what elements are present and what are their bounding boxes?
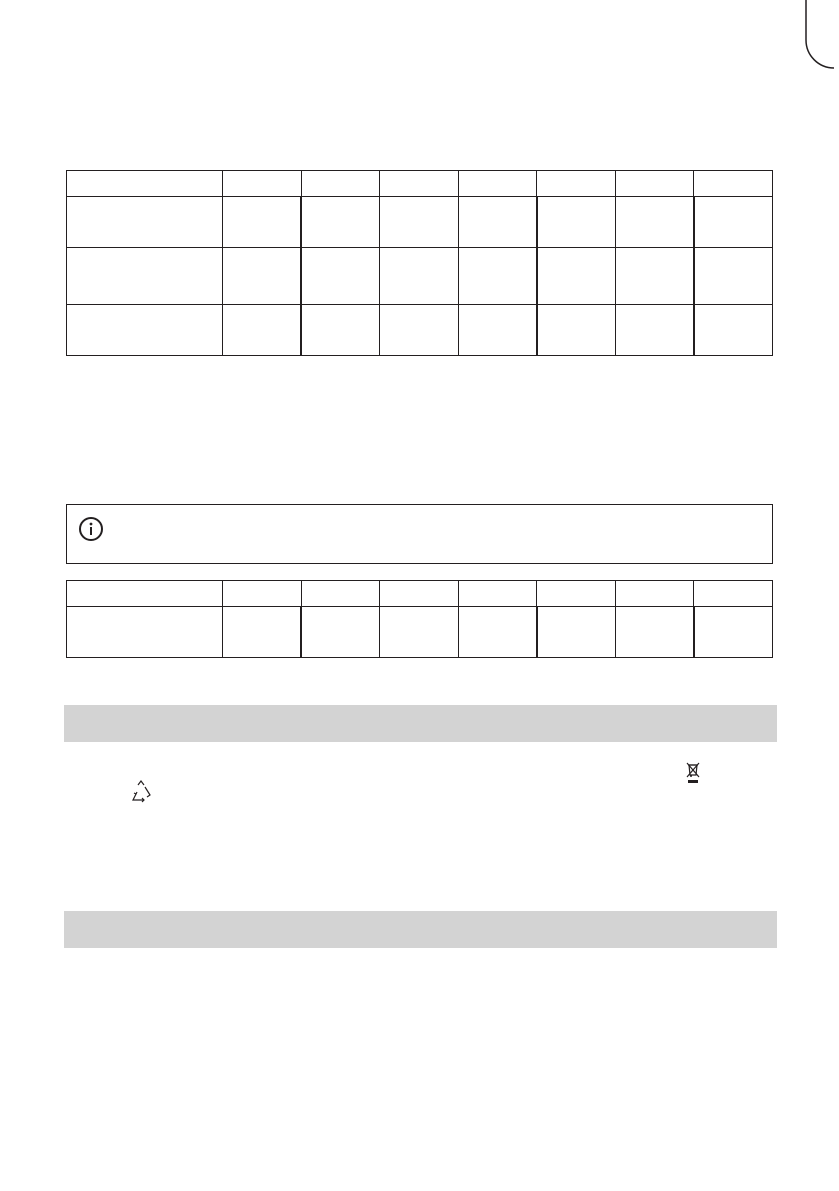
table-cell: [223, 171, 302, 197]
table-cell: [380, 197, 459, 248]
table-cell: [67, 581, 223, 607]
table-cell: [458, 305, 537, 356]
table-cell: [301, 305, 380, 356]
table-cell: [458, 197, 537, 248]
table-cell: [615, 197, 694, 248]
table-cell: [537, 197, 616, 248]
table-cell: [223, 197, 302, 248]
table-cell: [458, 607, 537, 658]
table-cell: [380, 581, 459, 607]
table-cell: [537, 607, 616, 658]
table-cell: [615, 248, 694, 305]
spec-table-1: [66, 170, 773, 356]
table-cell: [615, 607, 694, 658]
table-cell: [67, 171, 223, 197]
section-header-bar: [64, 911, 777, 948]
crossed-out-wheelie-bin-icon: [685, 761, 701, 784]
table-cell: [223, 305, 302, 356]
table-cell: [301, 197, 380, 248]
table-cell: [694, 607, 773, 658]
table-cell: [537, 581, 616, 607]
table-cell: [301, 171, 380, 197]
table-row: [67, 248, 773, 305]
table-cell: [380, 171, 459, 197]
table-cell: [67, 607, 223, 658]
table-cell: [67, 197, 223, 248]
table-cell: [615, 171, 694, 197]
recycle-icon: [129, 780, 153, 804]
table-cell: [694, 305, 773, 356]
table-cell: [380, 248, 459, 305]
table-cell: [223, 248, 302, 305]
table-cell: [223, 607, 302, 658]
table-cell: [301, 607, 380, 658]
table-cell: [694, 197, 773, 248]
table-cell: [537, 171, 616, 197]
table-cell: [458, 171, 537, 197]
table-cell: [694, 581, 773, 607]
table-cell: [301, 248, 380, 305]
table-cell: [67, 248, 223, 305]
table-cell: [615, 581, 694, 607]
table-row: [67, 171, 773, 197]
table-cell: [380, 607, 459, 658]
info-notice-box: [66, 504, 773, 564]
table-row: [67, 581, 773, 607]
table-cell: [223, 581, 302, 607]
spec-table-2: [66, 580, 773, 658]
table-cell: [694, 171, 773, 197]
table-row: [67, 305, 773, 356]
table-cell: [537, 305, 616, 356]
table-cell: [615, 305, 694, 356]
table-cell: [458, 581, 537, 607]
table-cell: [537, 248, 616, 305]
info-icon: [78, 516, 104, 542]
table-cell: [694, 248, 773, 305]
table-row: [67, 607, 773, 658]
table-cell: [380, 305, 459, 356]
section-header-bar: [64, 705, 777, 742]
table-cell: [458, 248, 537, 305]
table-cell: [301, 581, 380, 607]
table-cell: [67, 305, 223, 356]
table-row: [67, 197, 773, 248]
